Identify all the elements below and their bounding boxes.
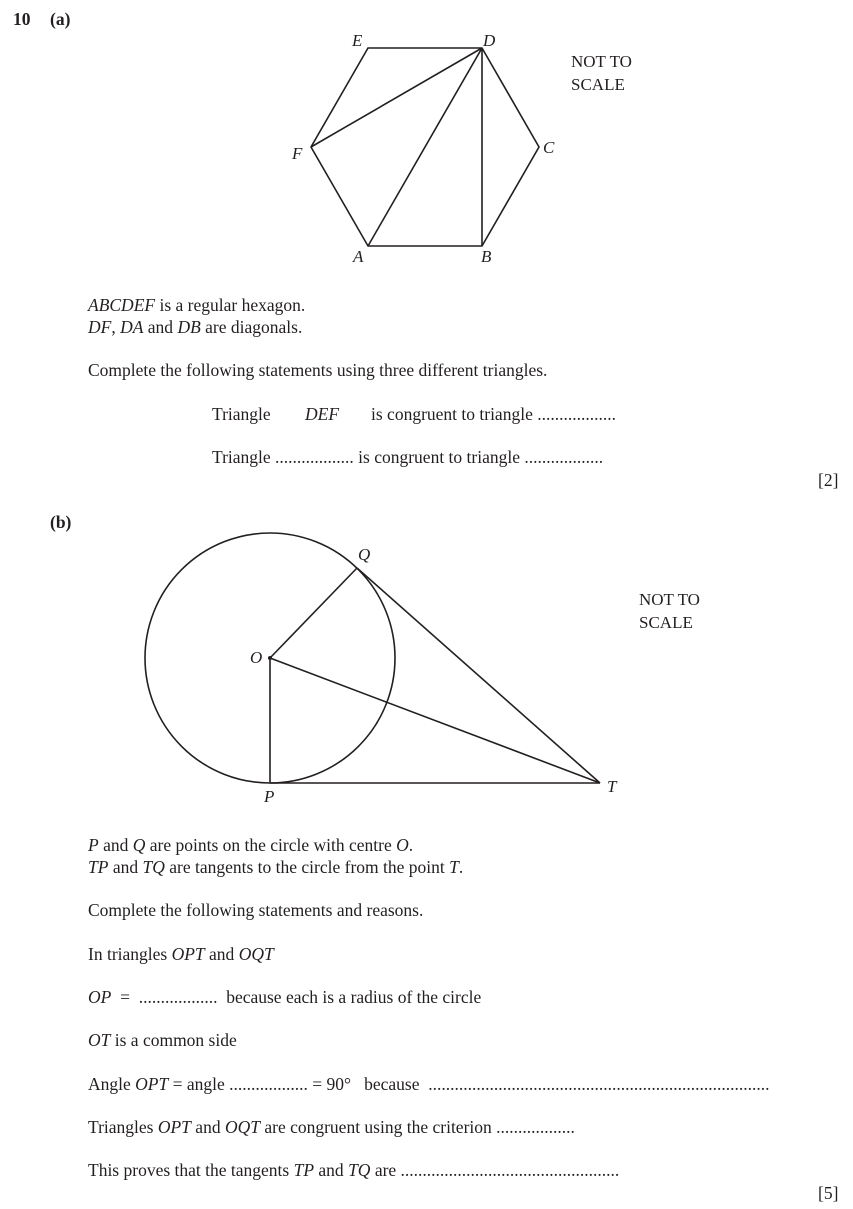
text-run: OP <box>88 987 112 1007</box>
vertex-label-f: F <box>292 144 303 163</box>
text-run: are points on the circle with centre <box>145 835 397 855</box>
text-run: This proves that the tangents <box>88 1160 294 1180</box>
question-number: 10 <box>13 9 31 29</box>
text-run: and <box>108 857 143 877</box>
text-run: DB <box>177 317 201 337</box>
statement-1-triangle: DEF <box>305 404 340 424</box>
text-run: ABCDEF <box>88 295 156 315</box>
text-run: O <box>396 835 409 855</box>
statement-congruence-criterion <box>88 1117 575 1138</box>
part-a-instruction: Complete the following statements using three different triangles. <box>88 360 548 380</box>
text-run: is a regular hexagon. <box>155 295 306 315</box>
text-run: are tangents to the circle from the point <box>164 857 450 877</box>
text-run: In triangles <box>88 944 172 964</box>
text-run: = angle .................. = 90° because .............................................................................. <box>168 1074 770 1094</box>
part-b-marks: [5] <box>818 1183 839 1203</box>
vertex-label-d: D <box>483 31 496 50</box>
part-b-line1 <box>88 835 413 856</box>
not-to-scale-b-line1: NOT TO <box>639 590 700 609</box>
statement-common-side <box>88 1030 237 1051</box>
text-run: and <box>143 317 178 337</box>
text-run: and <box>190 1117 225 1137</box>
not-to-scale-a-line2: SCALE <box>571 75 625 94</box>
text-run: and <box>204 944 239 964</box>
not-to-scale-b-line2: SCALE <box>639 613 693 632</box>
text-run: OPT <box>157 1117 191 1137</box>
text-run: . <box>408 835 414 855</box>
text-run: is a common side <box>110 1030 237 1050</box>
vertex-label-c: C <box>543 138 555 157</box>
point-label-t: T <box>607 777 617 796</box>
statement-right-angle <box>88 1074 769 1095</box>
statement-1-rest: is congruent to triangle .................. <box>371 404 616 424</box>
text-run: P <box>88 835 99 855</box>
centre-point <box>268 656 272 660</box>
text-run: and <box>98 835 133 855</box>
part-a-marks: [2] <box>818 470 839 490</box>
vertex-label-e: E <box>352 31 363 50</box>
text-run: = .................. because each is a radius of the circle <box>111 987 482 1007</box>
text-run: OQT <box>238 944 274 964</box>
statement-tangents-conclusion <box>88 1160 619 1181</box>
text-run: are diagonals. <box>200 317 303 337</box>
radius-oq <box>270 568 357 658</box>
text-run: DF <box>88 317 112 337</box>
vertex-label-a: A <box>353 247 364 266</box>
text-run: OT <box>88 1030 111 1050</box>
part-b-line2 <box>88 857 463 878</box>
vertex-label-b: B <box>481 247 492 266</box>
statement-op-radius <box>88 987 481 1008</box>
text-run: are .................................................. <box>370 1160 620 1180</box>
point-label-p: P <box>264 787 275 806</box>
text-run: Triangles <box>88 1117 158 1137</box>
text-run: Angle <box>88 1074 136 1094</box>
text-run: TQ <box>348 1160 371 1180</box>
part-a-label: (a) <box>50 9 71 29</box>
statement-triangles <box>88 944 274 965</box>
not-to-scale-a-line1: NOT TO <box>571 52 632 71</box>
text-run: DA <box>120 317 144 337</box>
line-ot <box>270 658 600 783</box>
point-label-q: Q <box>358 545 371 564</box>
statement-2: Triangle .................. is congruent to triangle .................. <box>212 447 604 467</box>
text-run: TP <box>88 857 109 877</box>
text-run: and <box>314 1160 349 1180</box>
text-run: TP <box>293 1160 315 1180</box>
text-run: OPT <box>135 1074 169 1094</box>
text-run: . <box>458 857 464 877</box>
point-label-o: O <box>250 648 263 667</box>
text-run: T <box>449 857 459 877</box>
part-b-instruction: Complete the following statements and reasons. <box>88 900 424 920</box>
text-run: , <box>111 317 121 337</box>
text-run: Q <box>132 835 146 855</box>
text-run: TQ <box>142 857 165 877</box>
statement-1-lead: Triangle <box>212 404 271 424</box>
part-b-label: (b) <box>50 512 72 532</box>
text-run: are congruent using the criterion .................. <box>259 1117 575 1137</box>
text-run: OQT <box>224 1117 260 1137</box>
text-run: OPT <box>171 944 205 964</box>
